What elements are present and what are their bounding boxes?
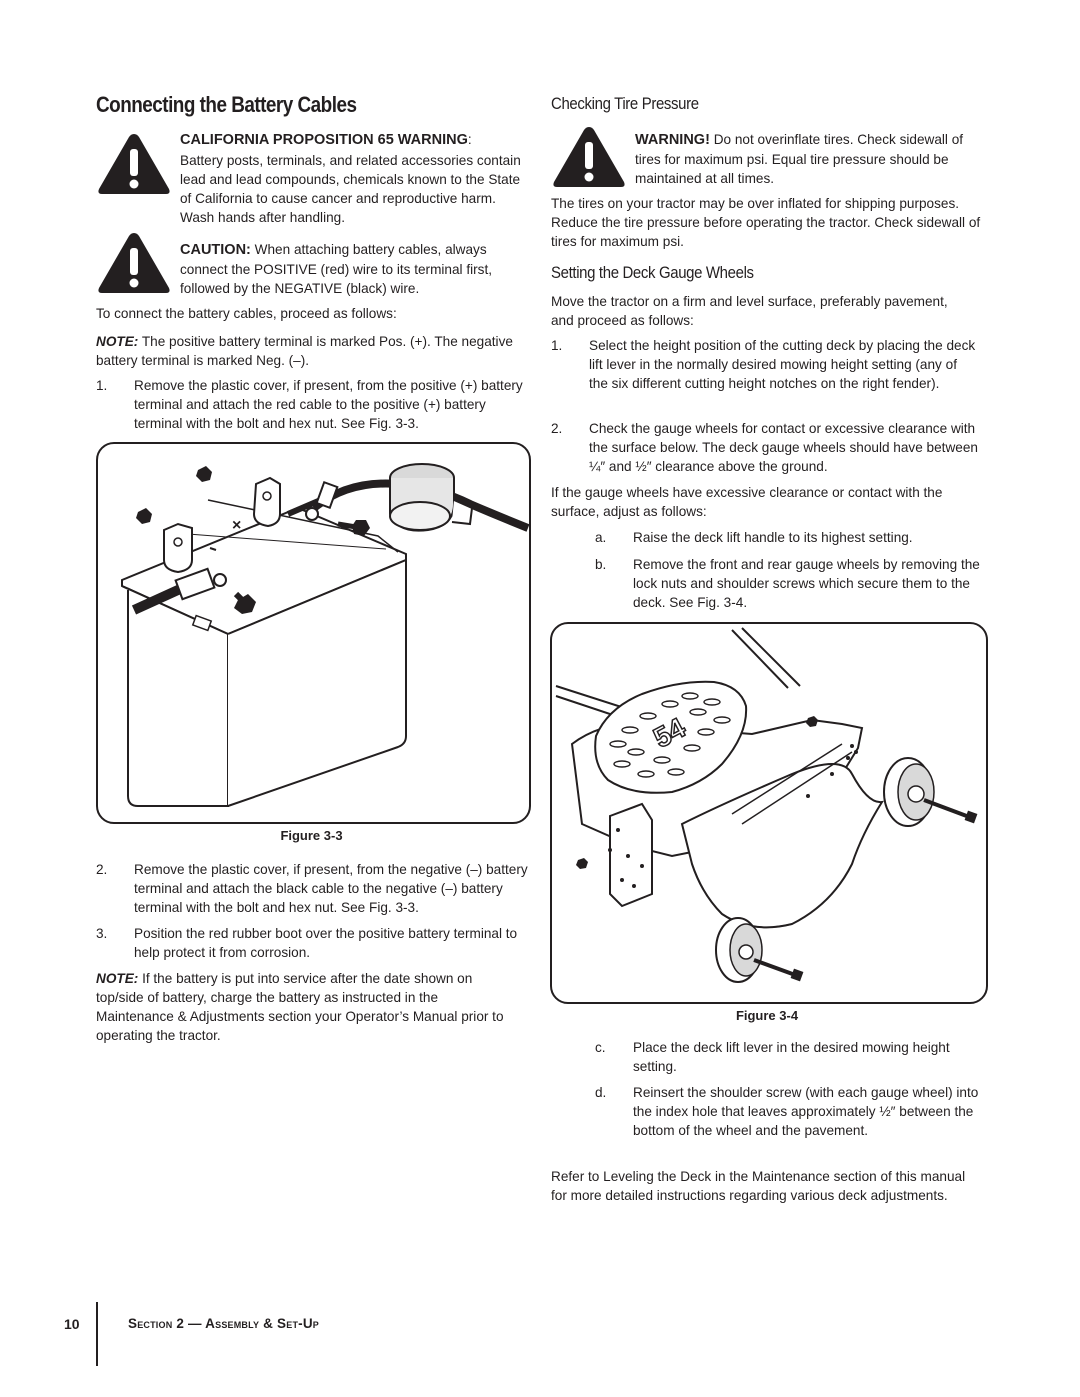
step-number: 2.	[551, 421, 563, 436]
list-item	[96, 924, 528, 964]
note-label: NOTE:	[96, 971, 139, 986]
caution-text: When attaching battery cables, always connect the POSITIVE (red) wire to its terminal first, followed by the NEGATIVE (black) wire.	[180, 242, 492, 296]
tire-warning-text	[635, 130, 985, 188]
step-letter: b.	[595, 557, 607, 572]
step-text: Remove the plastic cover, if present, from the positive (+) battery terminal and attach the red cable to the positive (+) battery terminal with the bolt and hex nut. See Fig. 3-3.	[134, 378, 523, 431]
tire-paragraph: The tires on your tractor may be over inflated for shipping purposes. Reduce the tire pressure before operating the tractor. Check sidewall of tires for maximum psi.	[551, 196, 981, 249]
prop65-text: Battery posts, terminals, and related accessories contain lead and lead compounds, chemicals known to the State of California to cause cancer and reproductive harm. Wash hands after handling.	[180, 153, 521, 225]
list-item	[595, 528, 985, 548]
svg-text:×: ×	[232, 517, 242, 534]
list-item	[595, 1083, 987, 1163]
step-text: Check the gauge wheels for contact or excessive clearance with the surface below. The deck gauge wheels should have between ¼″ and ½″ clearance above the ground.	[589, 421, 978, 474]
warning-icon	[96, 131, 172, 197]
figure-3-3	[96, 442, 531, 824]
footer-section-title: Section 2 — Assembly & Set-Up	[128, 1316, 319, 1331]
footer-divider	[96, 1302, 98, 1366]
caution-icon	[96, 230, 172, 296]
prop65-colon: :	[467, 132, 472, 147]
step-text: Reinsert the shoulder screw (with each gauge wheel) into the index hole that leaves approximately ½″ between the bottom of the wheel and the pavement.	[633, 1085, 979, 1138]
step-text: Remove the plastic cover, if present, from the negative (–) battery terminal and attach the black cable to the negative (–) battery terminal with the bolt and hex nut. See Fig. 3-3.	[134, 862, 528, 915]
caution-label: CAUTION:	[180, 242, 251, 258]
figure-3-4-caption: Figure 3-4	[735, 1008, 799, 1023]
list-item	[96, 376, 528, 436]
step-number: 3.	[96, 926, 108, 941]
figure-3-3-caption: Figure 3-3	[280, 828, 343, 843]
step-text: Place the deck lift lever in the desired mowing height setting.	[633, 1040, 950, 1074]
step-text: Position the red rubber boot over the positive battery terminal to help protect it from corrosion.	[134, 926, 518, 960]
note-terminal-markings	[96, 332, 526, 370]
figure-3-4	[550, 622, 988, 1004]
deck-intro: Move the tractor on a firm and level surface, preferably pavement, and proceed as follows:	[551, 294, 948, 328]
step-text: Select the height position of the cutting deck by placing the deck lift lever in the normally desired mowing height setting (any of the six different cutting height notches on the right fender).	[589, 338, 976, 391]
tire-warning-icon	[551, 124, 627, 190]
step-letter: c.	[595, 1040, 606, 1055]
step-number: 2.	[96, 862, 108, 877]
list-item	[551, 419, 983, 479]
step-text: Remove the front and rear gauge wheels by removing the lock nuts and shoulder screws which secure them to the deck. See Fig. 3-4.	[633, 557, 980, 610]
note-text: If the battery is put into service after the date shown on top/side of battery, charge the battery as instructed in the Maintenance & Adjustments section your Operator’s Manual prior to operating the tractor.	[96, 971, 504, 1043]
list-item	[595, 1038, 985, 1078]
step-letter: a.	[595, 530, 607, 545]
list-item	[551, 336, 983, 416]
battery-illustration	[98, 444, 529, 822]
list-item	[595, 555, 985, 615]
intro-text: To connect the battery cables, proceed as follows:	[96, 306, 397, 321]
list-item	[96, 860, 528, 920]
step-text: Raise the deck lift handle to its highest setting.	[633, 530, 913, 545]
section-heading-tire-pressure: Checking Tire Pressure	[551, 94, 699, 113]
adjust-paragraph: If the gauge wheels have excessive clearance or contact with the surface, adjust as follows:	[551, 485, 943, 519]
page-number: 10	[64, 1316, 80, 1332]
caution-text-block	[180, 240, 525, 298]
warning-label: WARNING!	[635, 132, 710, 148]
prop65-title: CALIFORNIA PROPOSITION 65 WARNING	[180, 132, 468, 148]
step-number: 1.	[96, 378, 108, 393]
step-number: 1.	[551, 338, 563, 353]
note-battery-service	[96, 969, 506, 1045]
step-letter: d.	[595, 1085, 607, 1100]
note-label: NOTE:	[96, 334, 139, 349]
deck-gauge-wheel-illustration	[552, 624, 986, 1002]
deck-size-label: 54	[648, 711, 691, 754]
prop65-warning	[180, 130, 530, 227]
note-text: The positive battery terminal is marked Pos. (+). The negative battery terminal is marked Neg. (–).	[96, 334, 513, 368]
final-paragraph: Refer to Leveling the Deck in the Maintenance section of this manual for more detailed instructions regarding various deck adjustments.	[551, 1169, 966, 1203]
section-heading-battery: Connecting the Battery Cables	[96, 92, 357, 117]
warning-text: Do not overinflate tires. Check sidewall of tires for maximum psi. Equal tire pressure should be maintained at all times.	[635, 132, 964, 186]
section-heading-deck-gauge: Setting the Deck Gauge Wheels	[551, 263, 754, 282]
